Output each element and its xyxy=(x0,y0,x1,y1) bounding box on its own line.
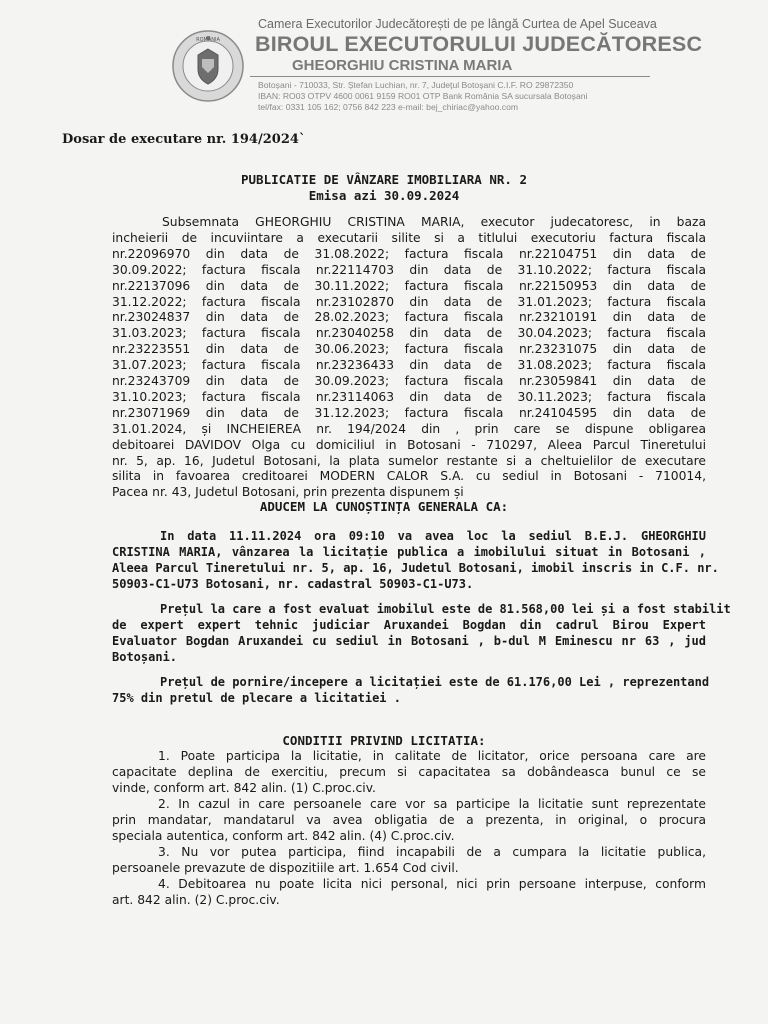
auction-line: Aleea Parcul Tineretului nr. 5, ap. 16, Judetul Botosani, imobil inscris in C.F. nr. xyxy=(112,561,719,575)
intro-line: Subsemnata GHEORGHIU CRISTINA MARIA, executor judecatoresc, in baza xyxy=(162,215,706,229)
bailiff-seal-logo xyxy=(171,29,245,103)
intro-line: debitoarei DAVIDOV Olga cu domiciliul in Botosani - 710297, Aleea Parcul Tineretului xyxy=(112,437,706,452)
condition-line: speciala autentica, conform art. 842 alin. (4) C.proc.civ. xyxy=(112,829,455,843)
intro-line: 30.09.2022; factura fiscala nr.22114703 din data de 31.10.2022; factura fiscala xyxy=(112,262,706,277)
letterhead-contact: tel/fax: 0331 105 162; 0756 842 223 e-mail: bej_chiriac@yahoo.com xyxy=(258,102,519,112)
condition-line: 3. Nu vor putea participa, fiind incapabili de a cumpara la licitatie publica, xyxy=(158,845,706,859)
intro-line: nr.23243709 din data de 30.09.2023; factura fiscala nr.23059841 din data de xyxy=(112,374,706,388)
letterhead-chamber: Camera Executorilor Judecătorești de pe lângă Curtea de Apel Suceava xyxy=(258,17,657,31)
intro-line: 31.10.2023; factura fiscala nr.23114063 din data de 30.11.2023; factura fiscala xyxy=(112,389,706,404)
intro-line: 31.03.2023; factura fiscala nr.23040258 din data de 30.04.2023; factura fiscala xyxy=(112,326,706,341)
letterhead-bank: IBAN: RO03 OTPV 4600 0061 9159 RO01 OTP Bank România SA sucursala Botoșani xyxy=(258,91,588,101)
intro-line: nr.23024837 din data de 28.02.2023; factura fiscala nr.23210191 din data de xyxy=(112,310,706,325)
intro-line: nr.22137096 din data de 30.11.2022; factura fiscala nr.22150953 din data de xyxy=(112,278,706,293)
auction-line: In data 11.11.2024 ora 09:10 va avea loc la sediul B.E.J. GHEORGHIU xyxy=(160,529,706,543)
auction-line: Evaluator Bogdan Aruxandei cu sediul in Botosani , b-dul M Eminescu nr 63 , jud xyxy=(112,634,706,648)
letterhead-address: Botoșani - 710033, Str. Ștefan Luchian, nr. 7, Județul Botoșani C.I.F. RO 29872350 xyxy=(258,80,574,90)
conditions-heading: CONDITII PRIVIND LICITATIA: xyxy=(282,733,486,748)
condition-line: vinde, conform art. 842 alin. (1) C.proc.civ. xyxy=(112,781,376,795)
intro-line: silita in favoarea creditoarei MODERN CALOR S.A. cu sediul in Botosani - 710014, xyxy=(112,469,706,484)
auction-line: Botoșani. xyxy=(112,650,178,664)
intro-line: nr. 5, ap. 16, Judetul Botosani, la plata sumelor restante si a cheltuielilor de executare xyxy=(112,453,706,468)
intro-line: nr.23223551 din data de 30.06.2023; factura fiscala nr.23231075 din data de xyxy=(112,342,706,357)
intro-line: 31.01.2024, și INCHEIEREA nr. 194/2024 din , prin care se dispune obligarea xyxy=(112,421,706,436)
condition-line: 2. In cazul in care persoanele care vor sa participe la licitatie sunt reprezentate xyxy=(158,797,706,811)
auction-line: 50903-C1-U73 Botosani, nr. cadastral 50903-C1-U73. xyxy=(112,577,474,591)
notice-title: PUBLICATIE DE VÂNZARE IMOBILIARA NR. 2 xyxy=(241,172,527,187)
notice-date: Emisa azi 30.09.2024 xyxy=(308,188,460,203)
letterhead-divider xyxy=(250,76,650,77)
auction-line: Prețul de pornire/incepere a licitației este de 61.176,00 Lei , reprezentand xyxy=(160,675,710,689)
intro-line: nr.22096970 din data de 31.08.2022; factura fiscala nr.22104751 din data de xyxy=(112,246,706,261)
auction-line: Prețul la care a fost evaluat imobilul este de 81.568,00 lei și a fost stabilit xyxy=(160,602,731,616)
auction-line: CRISTINA MARIA, vânzarea la licitație publica a imobilului situat in Botosani , xyxy=(112,545,706,559)
condition-line: capacitate deplina de exercitiu, precum si capacitatea sa dobândeasca bunul ce se xyxy=(112,765,706,779)
seal-text: ROMÂNIA xyxy=(196,37,220,43)
auction-line: de expert expert tehnic judiciar Aruxandei Bogdan din cadrul Birou Expert xyxy=(112,618,706,632)
condition-line: prin mandatar, mandatarul va avea obligatia de a prezenta, in original, o procura xyxy=(112,813,706,827)
auction-line: 75% din pretul de plecare a licitatiei . xyxy=(112,691,401,705)
letterhead-office: BIROUL EXECUTORULUI JUDECĂTORESC xyxy=(255,32,703,56)
condition-line: 4. Debitoarea nu poate licita nici personal, nici prin persoane interpuse, conform xyxy=(158,877,706,891)
intro-line: 31.07.2023; factura fiscala nr.23236433 din data de 31.08.2023; factura fiscala xyxy=(112,358,706,373)
intro-line: nr.23071969 din data de 31.12.2023; factura fiscala nr.24104595 din data de xyxy=(112,405,706,420)
condition-line: 1. Poate participa la licitatie, in calitate de licitator, orice persoana care are xyxy=(158,749,706,763)
condition-line: persoanele prevazute de dispozitiile art. 1.654 Cod civil. xyxy=(112,861,459,875)
intro-line: incheierii de incuviintare a executarii silite si a titlului executoriu factura fiscala xyxy=(112,230,706,245)
condition-line: art. 842 alin. (2) C.proc.civ. xyxy=(112,893,280,907)
letterhead-name: GHEORGHIU CRISTINA MARIA xyxy=(292,57,513,74)
intro-line: 31.12.2022; factura fiscala nr.23102870 din data de 31.01.2023; factura fiscala xyxy=(112,294,706,309)
case-number: Dosar de executare nr. 194/2024` xyxy=(62,132,306,147)
announcement-heading: ADUCEM LA CUNOȘTINȚA GENERALA CA: xyxy=(259,499,509,514)
intro-line: Pacea nr. 43, Judetul Botosani, prin prezenta dispunem și xyxy=(112,485,464,500)
